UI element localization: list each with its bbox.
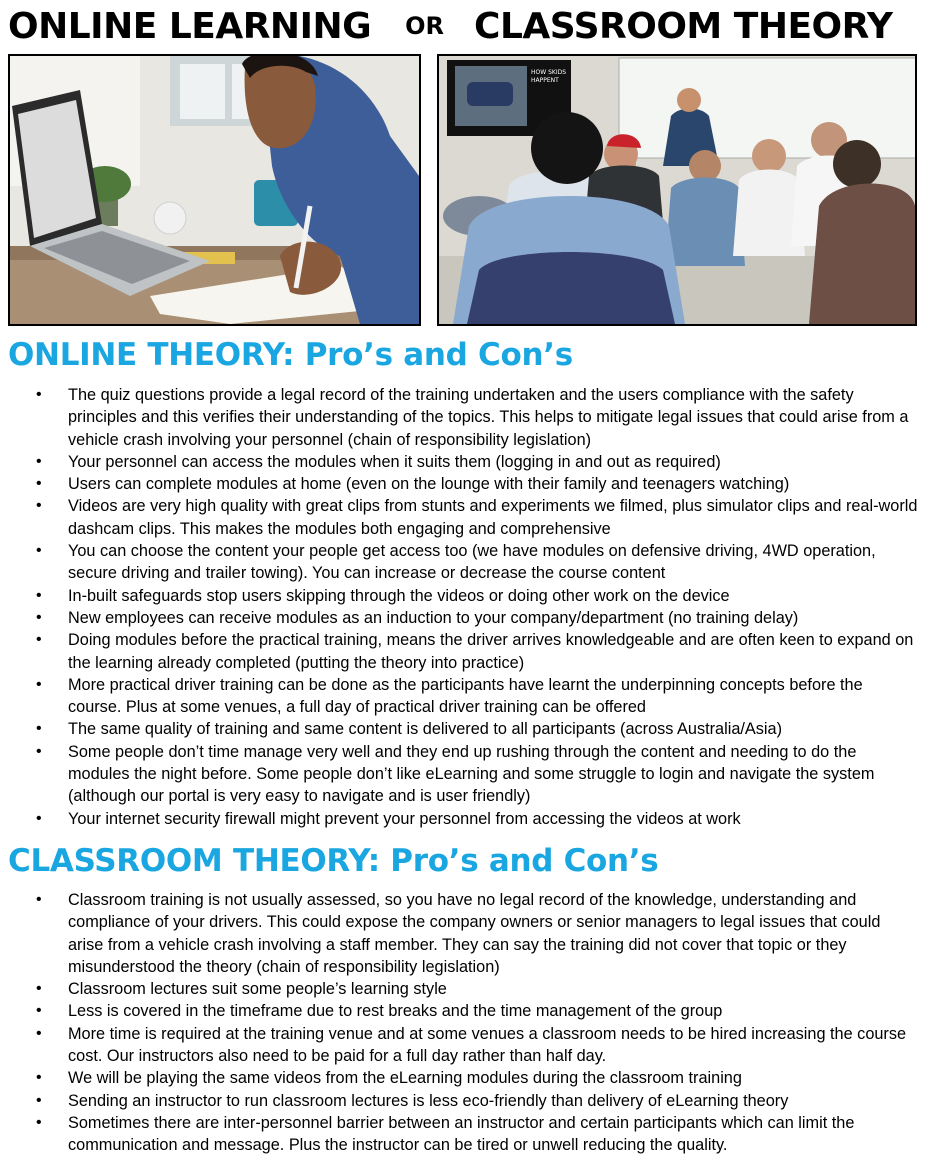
list-item: • Doing modules before the practical training, means the driver arrives knowledgeable and are often keen to expand on the learning already completed (putting the theory into practice): [36, 629, 920, 674]
online-theory-heading: ONLINE THEORY: Pro’s and Con’s: [8, 337, 573, 373]
online-theory-list: [36, 384, 920, 830]
list-item: • Your internet security firewall might prevent your personnel from accessing the videos at work: [36, 808, 920, 830]
online-learning-photo: [8, 54, 421, 326]
list-item: • Classroom training is not usually assessed, so you have no legal record of the knowledge, understanding and compliance of your drivers. This could expose the company owners or senior managers to legal issues that could arise from a vehicle crash involving a staff member. They can say the training did not cover that topic or they misunderstood the theory (chain of responsibility legislation): [36, 889, 920, 978]
list-item: • In-built safeguards stop users skipping through the videos or doing other work on the device: [36, 585, 920, 607]
list-item: • Users can complete modules at home (even on the lounge with their family and teenagers watching): [36, 473, 920, 495]
list-item: • Sometimes there are inter-personnel barrier between an instructor and certain participants which can limit the communication and message. Plus the instructor can be tired or unwell reducing the quality.: [36, 1112, 920, 1157]
list-item: • More practical driver training can be done as the participants have learnt the underpinning concepts before the course. Plus at some venues, a full day of practical driver training can be offered: [36, 674, 920, 719]
tv-caption-line1: HOW SKIDS: [531, 69, 567, 76]
title-online-learning: ONLINE LEARNING: [8, 6, 372, 47]
tv-caption-line2: HAPPENT: [531, 77, 559, 84]
list-item: • You can choose the content your people get access too (we have modules on defensive driving, 4WD operation, secure driving and trailer towing). You can increase or decrease the course content: [36, 540, 920, 585]
classroom-theory-heading: CLASSROOM THEORY: Pro’s and Con’s: [8, 843, 659, 879]
classroom-theory-photo: [437, 54, 917, 326]
list-item: • Less is covered in the timeframe due to rest breaks and the time management of the group: [36, 1000, 920, 1022]
list-item: • New employees can receive modules as an induction to your company/department (no training delay): [36, 607, 920, 629]
title-or: OR: [405, 12, 445, 40]
list-item: • Sending an instructor to run classroom lectures is less eco-friendly than delivery of eLearning theory: [36, 1090, 920, 1112]
page-title: [8, 4, 913, 48]
list-item: • The same quality of training and same content is delivered to all participants (across Australia/Asia): [36, 718, 920, 740]
title-classroom-theory: CLASSROOM THEORY: [474, 6, 893, 47]
classroom-theory-list: [36, 889, 920, 1157]
list-item: • Videos are very high quality with great clips from stunts and experiments we filmed, plus simulator clips and real-world dashcam clips. This makes the modules both engaging and comprehensive: [36, 495, 920, 540]
person-studying-at-laptop-icon: [10, 56, 419, 324]
list-item: • Some people don’t time manage very well and they end up rushing through the content and needing to do the modules the night before. Some people don’t like eLearning and some struggle to login and navigate the system (although our portal is very easy to navigate and is user friendly): [36, 741, 920, 808]
list-item: • Classroom lectures suit some people’s learning style: [36, 978, 920, 1000]
classroom-lecture-icon: [439, 56, 915, 324]
list-item: • Your personnel can access the modules when it suits them (logging in and out as required): [36, 451, 920, 473]
list-item: • More time is required at the training venue and at some venues a classroom needs to be hired increasing the course cost. Our instructors also need to be paid for a full day rather than half day.: [36, 1023, 920, 1068]
list-item: • We will be playing the same videos from the eLearning modules during the classroom training: [36, 1067, 920, 1089]
list-item: • The quiz questions provide a legal record of the training undertaken and the users compliance with the safety principles and this verifies their understanding of the topics. This helps to mitigate legal issues that could arise from a vehicle crash involving your personnel (chain of responsibility legislation): [36, 384, 920, 451]
